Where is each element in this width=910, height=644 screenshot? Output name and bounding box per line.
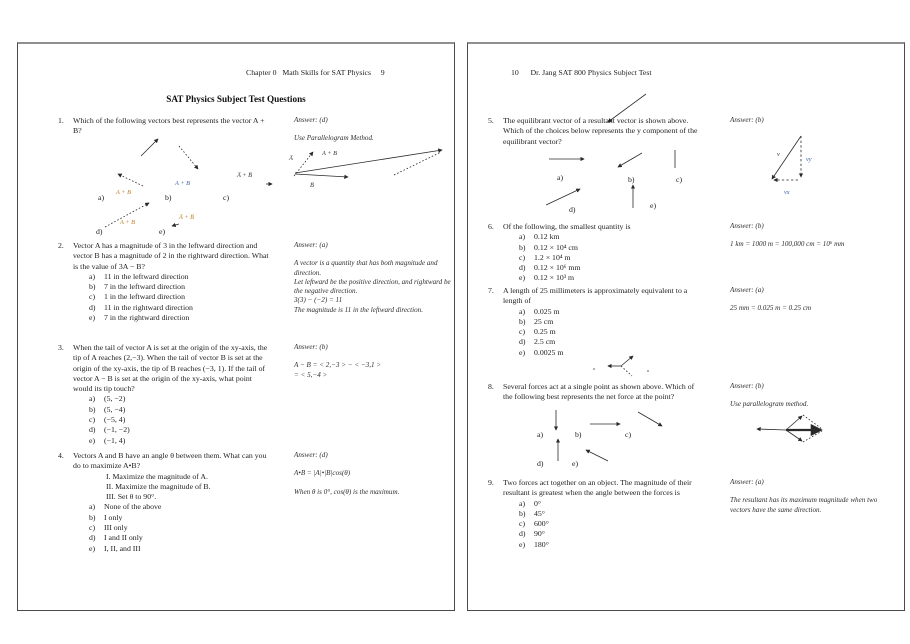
option-row	[488, 263, 702, 273]
q5-options-diagram	[523, 144, 763, 218]
option-letter: c)	[89, 415, 96, 425]
option-letter: b)	[89, 404, 96, 414]
question-4	[58, 451, 272, 554]
vector-label: vy	[806, 156, 812, 163]
option-text: 0.12 km	[534, 232, 560, 242]
vector-label: v	[777, 151, 780, 158]
option-text: 2.5 cm	[534, 337, 556, 347]
option-row	[488, 509, 702, 519]
option-text: 11 in the rightward direction	[104, 302, 193, 312]
answer-explanation: Use parallelogram method.	[730, 400, 809, 409]
q1-options-diagram	[38, 130, 306, 244]
page-header: 10 Dr. Jang SAT 800 Physics Subject Test	[511, 68, 652, 77]
option-letter: a)	[519, 498, 526, 508]
option-text: I only	[104, 512, 123, 522]
vector-label: B̅	[310, 182, 314, 189]
option-letter: c)	[89, 523, 96, 533]
q5-answer-diagram	[763, 128, 841, 212]
option-row	[58, 513, 272, 523]
answer-explanation: A − B = < 2,−3 > − < −3,1 >	[294, 361, 382, 370]
vector-label: A̅ + B̅	[237, 172, 252, 179]
option-row	[488, 529, 702, 539]
option-letter: d)	[519, 263, 526, 273]
option-text: I and II only	[104, 533, 143, 543]
option-row	[58, 523, 272, 533]
roman-item: III. Set θ to 90°.	[106, 492, 157, 502]
question-8	[488, 382, 702, 403]
option-row	[58, 533, 272, 543]
answer-explanation: When θ is 0°, cos(θ) is the maximum.	[294, 487, 400, 496]
answer-4	[294, 451, 452, 497]
option-row	[58, 436, 272, 446]
question-number: 9.	[488, 478, 494, 487]
option-row	[488, 337, 702, 347]
option-row	[58, 544, 272, 554]
question-number: 6.	[488, 222, 494, 231]
option-letter: a)	[89, 394, 96, 404]
question-5	[488, 116, 702, 147]
option-letter: e)	[519, 539, 526, 549]
vector-label: A + B	[322, 150, 337, 157]
option-row	[488, 499, 702, 509]
vector-label: vx	[784, 189, 790, 196]
answer-9	[730, 478, 888, 515]
option-row	[488, 519, 702, 529]
option-row	[488, 273, 702, 283]
roman-item: I. Maximize the magnitude of A.	[106, 471, 208, 481]
option-text: (5, −4)	[104, 404, 126, 414]
option-letter: c)	[519, 327, 526, 337]
option-label: d)	[569, 205, 576, 214]
option-letter: b)	[519, 508, 526, 518]
answer-label: Answer: (a)	[730, 478, 764, 486]
option-text: I, II, and III	[104, 543, 141, 553]
option-label: b)	[575, 430, 582, 439]
answer-7	[730, 286, 888, 314]
option-label: a)	[98, 193, 105, 202]
option-row	[58, 405, 272, 415]
option-letter: a)	[519, 306, 526, 316]
question-number: 4.	[58, 451, 64, 460]
question-text: Several forces act at a single point as shown above. Which of the following best represents the net force at the point?	[503, 382, 695, 402]
option-letter: d)	[89, 302, 96, 312]
roman-item: II. Maximize the magnitude of B.	[106, 481, 211, 491]
answer-label: Answer: (a)	[730, 286, 764, 294]
option-text: 45°	[534, 508, 545, 518]
option-row	[58, 502, 272, 512]
answer-5	[730, 116, 888, 125]
option-text: 90°	[534, 529, 545, 539]
question-text: Vectors A and B have an angle θ between them. What can you do to maximize A•B?	[73, 451, 267, 471]
option-text: III only	[104, 523, 128, 533]
question-text: Vector A has a magnitude of 3 in the leftward direction and vector B has a magnitude of 2 in the rightward direction. What is the value of 3A − B?	[73, 241, 269, 271]
option-text: 1.2 × 10⁴ m	[534, 252, 571, 262]
option-letter: d)	[89, 425, 96, 435]
option-row	[58, 394, 272, 404]
option-letter: c)	[89, 292, 96, 302]
vector-label: A + B	[120, 219, 135, 226]
page-right	[467, 42, 905, 611]
vector-label: A̅ + B̅	[179, 214, 194, 221]
answer-label: Answer: (d)	[294, 451, 328, 459]
option-row	[58, 303, 272, 313]
option-letter: c)	[519, 519, 526, 529]
option-letter: e)	[89, 313, 96, 323]
option-letter: d)	[519, 529, 526, 539]
option-letter: e)	[519, 347, 526, 357]
option-text: 600°	[534, 519, 549, 529]
option-row	[488, 232, 702, 242]
option-text: (−5, 4)	[104, 415, 126, 425]
option-label: d)	[537, 459, 544, 468]
answer-label: Answer: (b)	[294, 343, 328, 351]
option-letter: c)	[519, 252, 526, 262]
answer-3	[294, 343, 452, 380]
option-letter: e)	[89, 435, 96, 445]
option-label: a)	[537, 430, 544, 439]
option-text: 0.25 m	[534, 327, 556, 337]
answer-explanation: 25 mm = 0.025 m = 0.25 cm	[730, 304, 812, 313]
q8-options-diagram	[526, 402, 701, 470]
answer-explanation: 1 km = 1000 m = 100,000 cm = 10⁶ mm	[730, 240, 845, 249]
question-number: 7.	[488, 286, 494, 295]
question-2	[58, 241, 272, 323]
answer-explanation: 3(3) − (−2) = 11	[294, 296, 343, 305]
answer-label: Answer: (d)	[294, 116, 328, 124]
question-text: The equilibrant vector of a resultant vector is shown above. Which of the choices below represents the y component of the equilibrant vector?	[503, 116, 698, 146]
option-letter: a)	[89, 502, 96, 512]
question-7	[488, 286, 702, 358]
option-text: 0.025 m	[534, 306, 560, 316]
option-letter: b)	[89, 282, 96, 292]
option-text: 0°	[534, 498, 542, 508]
question-text: Which of the following vectors best represents the vector A + B?	[73, 116, 265, 136]
option-row	[58, 313, 272, 323]
vector-label: A + B	[116, 189, 131, 196]
question-number: 2.	[58, 241, 64, 250]
page-header: Chapter 0 Math Skills for SAT Physics 9	[246, 68, 385, 77]
option-letter: e)	[89, 543, 96, 553]
option-text: 25 cm	[534, 316, 554, 326]
answer-explanation: The resultant has its maximum magnitude when two vectors have the same direction.	[730, 496, 878, 514]
option-letter: a)	[89, 271, 96, 281]
option-letter: e)	[519, 273, 526, 283]
option-row	[488, 243, 702, 253]
option-row	[488, 253, 702, 263]
option-letter: b)	[89, 512, 96, 522]
q8-given-forces-diagram	[586, 353, 664, 383]
answer-explanation: A vector is a quantity that has both magnitude and direction.	[294, 259, 438, 277]
option-label: b)	[165, 193, 172, 202]
option-row	[488, 307, 702, 317]
option-row	[58, 415, 272, 425]
question-9	[488, 478, 702, 550]
option-text: (−1, −2)	[104, 425, 130, 435]
option-text: 11 in the leftward direction	[104, 271, 189, 281]
option-letter: a)	[519, 232, 526, 242]
option-label: b)	[628, 175, 635, 184]
option-letter: d)	[89, 533, 96, 543]
q1-answer-diagram	[288, 144, 456, 192]
answer-1	[294, 116, 452, 144]
answer-explanation: A•B = |A|•|B|cos(θ)	[294, 469, 351, 478]
answer-explanation: = < 5,−4 >	[294, 370, 328, 379]
vector-label: A + B	[175, 180, 190, 187]
option-text: (−1, 4)	[104, 435, 126, 445]
vector-label: A̅	[289, 155, 293, 162]
option-text: 0.12 × 10⁶ mm	[534, 263, 581, 273]
question-number: 5.	[488, 116, 494, 125]
answer-2	[294, 241, 452, 315]
option-text: 180°	[534, 539, 549, 549]
answer-6	[730, 222, 888, 250]
answer-explanation: The magnitude is 11 in the leftward direction.	[294, 305, 423, 314]
option-row	[488, 540, 702, 550]
option-letter: b)	[519, 242, 526, 252]
answer-explanation: Let leftward be the positive direction, and rightward be the negative direction.	[294, 277, 451, 296]
option-text: 1 in the leftward direction	[104, 292, 185, 302]
option-text: 0.12 × 10³ m	[534, 273, 575, 283]
question-text: Of the following, the smallest quantity is	[503, 222, 631, 231]
answer-label: Answer: (b)	[730, 382, 764, 390]
question-text: When the tail of vector A is set at the origin of the xy-axis, the tip of A reaches (2,−3). When the tail of vector B is set at the origin of the xy-axis, the tip of B reaches (−3, 1). If the tail of vector A − B is set at the origin of the xy-axis, what point would its tip touch?	[73, 343, 268, 394]
option-text: (5, −2)	[104, 394, 126, 404]
option-letter: d)	[519, 337, 526, 347]
page-left	[17, 42, 455, 611]
question-text: A length of 25 millimeters is approximately equivalent to a length of	[503, 286, 688, 306]
option-text: None of the above	[104, 502, 162, 512]
question-number: 1.	[58, 116, 64, 125]
question-number: 3.	[58, 343, 64, 352]
page-title: SAT Physics Subject Test Questions	[166, 94, 306, 104]
answer-label: Answer: (b)	[730, 222, 764, 230]
option-text: 7 in the leftward direction	[104, 282, 185, 292]
option-text: 0.12 × 10⁴ cm	[534, 242, 578, 252]
option-row	[488, 317, 702, 327]
answer-label: Answer: (a)	[294, 241, 328, 249]
option-row	[488, 327, 702, 337]
option-label: c)	[676, 175, 683, 184]
option-letter: b)	[519, 316, 526, 326]
option-label: e)	[650, 201, 657, 210]
option-label: e)	[159, 227, 166, 236]
q8-answer-diagram	[750, 404, 850, 456]
option-label: c)	[223, 193, 230, 202]
option-row	[58, 282, 272, 292]
question-6	[488, 222, 702, 284]
question-3	[58, 343, 272, 446]
option-text: 0.0025 m	[534, 347, 564, 357]
option-label: c)	[625, 430, 632, 439]
question-text: Two forces act together on an object. The magnitude of their resultant is greatest when the angle between the forces is	[503, 478, 692, 498]
option-label: e)	[572, 459, 579, 468]
question-number: 8.	[488, 382, 494, 391]
option-label: d)	[96, 227, 103, 236]
option-row	[58, 425, 272, 435]
answer-explanation: Use Parallelogram Method.	[294, 134, 374, 143]
option-label: a)	[557, 173, 564, 182]
answer-label: Answer: (b)	[730, 116, 764, 124]
option-row	[58, 292, 272, 302]
option-text: 7 in the rightward direction	[104, 313, 190, 323]
option-row	[58, 272, 272, 282]
